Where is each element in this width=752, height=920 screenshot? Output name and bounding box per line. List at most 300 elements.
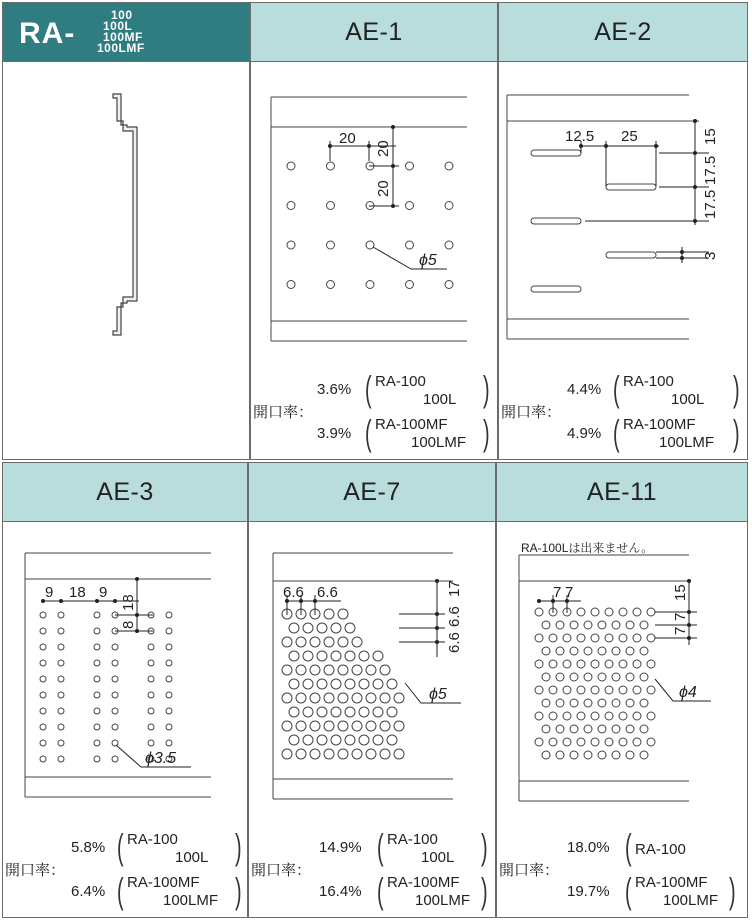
- perforation-hole: [317, 707, 327, 717]
- perforation-hole: [640, 699, 648, 707]
- perforation-hole: [303, 679, 313, 689]
- perforation-hole: [633, 738, 641, 746]
- perforation-hole: [556, 621, 564, 629]
- perforation-hole: [287, 281, 295, 289]
- perforation-hole: [58, 692, 64, 698]
- perforation-hole: [535, 712, 543, 720]
- perforation-hole: [327, 162, 335, 170]
- perforation-hole: [366, 241, 374, 249]
- perforation-hole: [310, 665, 320, 675]
- perforation-hole: [327, 202, 335, 210]
- perforation-hole: [633, 608, 641, 616]
- dim-y1: 7: [672, 612, 689, 621]
- dim-x1: 6.6: [283, 584, 304, 601]
- perforation-hole: [556, 725, 564, 733]
- paren-close: ): [481, 826, 488, 867]
- ratio-value-2: 4.9%: [567, 425, 602, 442]
- perforation-hole: [626, 725, 634, 733]
- perforation-hole: [166, 676, 172, 682]
- perforation-hole: [584, 699, 592, 707]
- dim-top: 15: [672, 584, 689, 601]
- perforation-hole: [40, 628, 46, 634]
- perforation-hole: [394, 721, 404, 731]
- dim-y2: 7: [672, 626, 689, 635]
- perforation-hole: [303, 707, 313, 717]
- perforation-hole: [570, 673, 578, 681]
- perforation-hole: [406, 202, 414, 210]
- ratio-value-2: 19.7%: [567, 883, 610, 900]
- perforation-hole: [535, 738, 543, 746]
- perforation-hole: [570, 751, 578, 759]
- perforation-hole: [289, 707, 299, 717]
- perforation-hole: [282, 693, 292, 703]
- perforation-hole: [633, 686, 641, 694]
- ratio-model-2b: 100LMF: [663, 892, 719, 909]
- paren-close: ): [733, 368, 740, 409]
- perforation-hole: [584, 647, 592, 655]
- panel-ae1: [250, 2, 498, 460]
- perforation-hole: [345, 707, 355, 717]
- perforation-hole: [112, 644, 118, 650]
- dim-y2: 6.6: [446, 632, 463, 653]
- perforation-hole: [373, 735, 383, 745]
- perforation-hole: [577, 660, 585, 668]
- perforation-hole: [366, 665, 376, 675]
- perforation-hole: [549, 660, 557, 668]
- ratio-model-1b: 100L: [175, 849, 209, 866]
- perforation-hole: [591, 738, 599, 746]
- perforation-hole: [445, 241, 453, 249]
- perforation-hole: [289, 735, 299, 745]
- perforation-hole: [626, 673, 634, 681]
- perforation-hole: [387, 679, 397, 689]
- perforation-hole: [345, 735, 355, 745]
- opening-ratio: [3, 826, 247, 913]
- perforation-hole: [605, 686, 613, 694]
- perforation-hole: [310, 749, 320, 759]
- perforation-hole: [535, 634, 543, 642]
- perforation-hole: [94, 692, 100, 698]
- panel-ae3: [2, 462, 248, 918]
- perforation-hole: [94, 612, 100, 618]
- perforation-hole: [366, 721, 376, 731]
- perforation-hole: [40, 660, 46, 666]
- perforation-hole: [598, 621, 606, 629]
- perforation-hole: [310, 721, 320, 731]
- paren-open: (: [625, 870, 632, 911]
- perforation-hole: [445, 281, 453, 289]
- perforation-hole: [584, 673, 592, 681]
- perforation-hole: [563, 738, 571, 746]
- perforation-hole: [612, 751, 620, 759]
- perforation-hole: [112, 676, 118, 682]
- dim-d: 18: [120, 594, 137, 611]
- perforation-hole: [148, 692, 154, 698]
- perforation-hole: [640, 751, 648, 759]
- perforation-hole: [647, 660, 655, 668]
- perforation-hole: [58, 676, 64, 682]
- perforation-hole: [94, 660, 100, 666]
- perforation-hole: [345, 623, 355, 633]
- perforation-hole: [549, 634, 557, 642]
- perforation-hole: [338, 749, 348, 759]
- paren-open: (: [613, 412, 620, 453]
- perforation-hole: [406, 162, 414, 170]
- perforation-hole: [591, 686, 599, 694]
- perforation-hole: [345, 679, 355, 689]
- dim-gap: 12.5: [565, 128, 595, 145]
- ratio-value-1: 4.4%: [567, 381, 602, 398]
- brand-header: [3, 3, 249, 62]
- ratio-model-2b: 100LMF: [659, 434, 715, 451]
- dim-e: 8: [120, 620, 137, 629]
- dim-top: 17: [446, 580, 463, 597]
- perforation-hole: [570, 725, 578, 733]
- perforation-hole: [40, 692, 46, 698]
- ae7-pattern-drawing: [249, 521, 495, 821]
- panel-title: AE-2: [499, 3, 747, 62]
- ratio-model-2b: 100LMF: [411, 434, 467, 451]
- perforation-hole: [324, 721, 334, 731]
- ratio-label: 開口率：: [253, 404, 314, 421]
- paren-open: (: [117, 870, 124, 911]
- ratio-model-2b: 100LMF: [415, 892, 471, 909]
- perforation-hole: [591, 608, 599, 616]
- paren-open: (: [625, 826, 632, 867]
- perforation-hole: [58, 756, 64, 762]
- perforation-hole: [387, 735, 397, 745]
- perforation-hole: [626, 751, 634, 759]
- dim-diameter: ϕ3.5: [145, 750, 177, 767]
- ratio-model-1b: 100L: [671, 391, 705, 408]
- perforation-hole: [282, 721, 292, 731]
- perforation-hole: [577, 686, 585, 694]
- perforation-hole: [331, 735, 341, 745]
- perforation-hole: [591, 712, 599, 720]
- paren-close: ): [235, 826, 242, 867]
- perforation-hole: [570, 621, 578, 629]
- dim-y1: 6.6: [446, 606, 463, 627]
- perforation-hole: [359, 707, 369, 717]
- perforation-hole: [556, 647, 564, 655]
- paren-close: ): [729, 870, 736, 911]
- perforation-hole: [556, 699, 564, 707]
- perforation-hole: [584, 751, 592, 759]
- perforation-hole: [549, 738, 557, 746]
- perforation-hole: [598, 751, 606, 759]
- perforation-hole: [166, 628, 172, 634]
- ratio-model-1a: RA-100: [375, 373, 426, 390]
- opening-ratio: [249, 826, 495, 913]
- perforation-hole: [387, 707, 397, 717]
- perforation-hole: [612, 725, 620, 733]
- dim-b: 18: [69, 584, 86, 601]
- perforation-hole: [352, 749, 362, 759]
- perforation-hole: [148, 740, 154, 746]
- ratio-model-1a: RA-100: [387, 831, 438, 848]
- perforation-hole: [296, 665, 306, 675]
- perforation-hole: [619, 738, 627, 746]
- ratio-model-2a: RA-100MF: [623, 416, 696, 433]
- perforation-hole: [324, 665, 334, 675]
- perforation-hole: [394, 693, 404, 703]
- perforation-hole: [598, 647, 606, 655]
- ratio-value-2: 16.4%: [319, 883, 362, 900]
- perforation-hole: [352, 637, 362, 647]
- perforation-hole: [584, 725, 592, 733]
- perforation-hole: [577, 608, 585, 616]
- perforation-hole: [338, 693, 348, 703]
- perforation-hole: [296, 749, 306, 759]
- ratio-model-2a: RA-100MF: [635, 874, 708, 891]
- availability-note: RA-100Lは出来ません。: [521, 541, 654, 555]
- perforation-hole: [605, 608, 613, 616]
- perforation-hole: [58, 660, 64, 666]
- ratio-model-1a: RA-100: [127, 831, 178, 848]
- perforation-hole: [112, 740, 118, 746]
- perforation-hole: [148, 644, 154, 650]
- perforation-hole: [373, 707, 383, 717]
- perforation-hole: [535, 608, 543, 616]
- perforation-hole: [406, 241, 414, 249]
- perforation-hole: [40, 708, 46, 714]
- dim-d2: 17.5: [702, 155, 719, 185]
- perforation-hole: [317, 651, 327, 661]
- perforation-hole: [612, 647, 620, 655]
- perforation-hole: [563, 634, 571, 642]
- perforation-hole: [647, 686, 655, 694]
- dim-slot-length: 25: [621, 128, 638, 145]
- dim-diameter: ϕ5: [429, 686, 447, 703]
- panel-title: AE-3: [3, 463, 247, 522]
- perforation-hole: [577, 712, 585, 720]
- perforation-hole: [647, 738, 655, 746]
- perforation-hole: [359, 735, 369, 745]
- perforation-hole: [640, 621, 648, 629]
- perforation-hole: [380, 749, 390, 759]
- panel-title: AE-1: [251, 3, 497, 62]
- perforation-hole: [303, 651, 313, 661]
- paren-close: ): [481, 870, 488, 911]
- perforation-hole: [58, 628, 64, 634]
- perforation-hole: [605, 712, 613, 720]
- paren-close: ): [483, 412, 490, 453]
- perforation-hole: [598, 725, 606, 733]
- ratio-value-1: 14.9%: [319, 839, 362, 856]
- perforation-hole: [338, 665, 348, 675]
- perforation-hole: [166, 692, 172, 698]
- perforation-hole: [324, 749, 334, 759]
- brand-prefix: RA-: [19, 17, 76, 50]
- perforation-hole: [94, 628, 100, 634]
- perforation-hole: [112, 660, 118, 666]
- ratio-model-2a: RA-100MF: [375, 416, 448, 433]
- dim-pitch-y2: 20: [375, 180, 392, 197]
- perforation-hole: [148, 676, 154, 682]
- ratio-label: 開口率：: [499, 862, 560, 879]
- perforation-hole: [40, 676, 46, 682]
- perforation-hole: [40, 740, 46, 746]
- perforation-hole: [542, 751, 550, 759]
- perforation-hole: [619, 686, 627, 694]
- perforation-hole: [345, 651, 355, 661]
- perforation-hole: [605, 634, 613, 642]
- perforation-hole: [352, 721, 362, 731]
- perforation-hole: [535, 660, 543, 668]
- perforation-hole: [612, 699, 620, 707]
- perforation-hole: [647, 634, 655, 642]
- perforation-hole: [647, 608, 655, 616]
- perforation-hole: [324, 609, 334, 619]
- perforation-hole: [380, 721, 390, 731]
- perforation-hole: [605, 738, 613, 746]
- perforation-hole: [626, 647, 634, 655]
- perforation-hole: [338, 721, 348, 731]
- ratio-model-1a: RA-100: [623, 373, 674, 390]
- perforation-hole: [94, 708, 100, 714]
- ratio-value-1: 18.0%: [567, 839, 610, 856]
- perforation-hole: [40, 612, 46, 618]
- paren-open: (: [365, 368, 372, 409]
- ratio-model-1b: 100L: [423, 391, 457, 408]
- perforation-hole: [394, 749, 404, 759]
- perforation-hole: [366, 281, 374, 289]
- paren-open: (: [613, 368, 620, 409]
- perforation-hole: [542, 699, 550, 707]
- perforation-hole: [324, 637, 334, 647]
- perforation-hole: [535, 686, 543, 694]
- perforation-hole: [287, 202, 295, 210]
- perforation-hole: [166, 740, 172, 746]
- perforation-hole: [619, 660, 627, 668]
- perforation-hole: [542, 621, 550, 629]
- profile-section-drawing: [3, 61, 249, 459]
- ratio-value-1: 5.8%: [71, 839, 106, 856]
- perforation-hole: [303, 623, 313, 633]
- perforation-hole: [310, 693, 320, 703]
- perforation-hole: [317, 623, 327, 633]
- perforation-hole: [556, 673, 564, 681]
- perforation-hole: [289, 679, 299, 689]
- perforation-hole: [324, 693, 334, 703]
- perforation-hole: [577, 738, 585, 746]
- perforation-hole: [148, 724, 154, 730]
- perforation-hole: [303, 735, 313, 745]
- dim-d3: 17.5: [702, 189, 719, 219]
- ratio-model-1b: 100L: [421, 849, 455, 866]
- perforation-hole: [570, 647, 578, 655]
- perforation-hole: [373, 679, 383, 689]
- perforation-hole: [296, 693, 306, 703]
- perforation-hole: [633, 660, 641, 668]
- perforation-hole: [287, 241, 295, 249]
- panel-ae11: [496, 462, 748, 918]
- dim-pitch-x: 20: [339, 130, 356, 147]
- panel-ae7: [248, 462, 496, 918]
- perforation-hole: [352, 665, 362, 675]
- dim-a: 9: [45, 584, 54, 601]
- perforation-hole: [166, 708, 172, 714]
- ae11-pattern-drawing: [497, 521, 747, 821]
- perforation-hole: [289, 651, 299, 661]
- perforation-hole: [640, 673, 648, 681]
- perforation-hole: [640, 647, 648, 655]
- perforation-hole: [331, 707, 341, 717]
- perforation-hole: [380, 665, 390, 675]
- paren-close: ): [733, 412, 740, 453]
- perforation-hole: [591, 660, 599, 668]
- perforation-hole: [327, 281, 335, 289]
- paren-open: (: [117, 826, 124, 867]
- ratio-label: 開口率：: [5, 862, 66, 879]
- perforation-hole: [577, 634, 585, 642]
- perforation-hole: [58, 612, 64, 618]
- perforation-hole: [58, 740, 64, 746]
- perforation-hole: [148, 660, 154, 666]
- perforation-hole: [445, 162, 453, 170]
- perforation-hole: [40, 644, 46, 650]
- opening-ratio: [251, 368, 497, 455]
- perforation-hole: [331, 679, 341, 689]
- paren-open: (: [377, 870, 384, 911]
- perforation-hole: [310, 637, 320, 647]
- paren-open: (: [365, 412, 372, 453]
- perforation-hole: [598, 699, 606, 707]
- panel-title: AE-7: [249, 463, 495, 522]
- ratio-value-2: 6.4%: [71, 883, 106, 900]
- perforation-hole: [605, 660, 613, 668]
- ratio-model-1a: RA-100: [635, 841, 686, 858]
- brand-model: 100MF: [103, 30, 143, 44]
- perforation-hole: [331, 651, 341, 661]
- perforation-hole: [633, 712, 641, 720]
- perforation-hole: [296, 721, 306, 731]
- ratio-value-2: 3.9%: [317, 425, 352, 442]
- dim-d1: 15: [702, 128, 719, 145]
- perforation-hole: [94, 740, 100, 746]
- perforation-hole: [296, 637, 306, 647]
- perforation-hole: [619, 608, 627, 616]
- paren-close: ): [483, 368, 490, 409]
- ae3-pattern-drawing: [3, 521, 247, 821]
- perforation-hole: [373, 651, 383, 661]
- perforation-hole: [317, 735, 327, 745]
- perforation-hole: [289, 623, 299, 633]
- perforation-hole: [563, 712, 571, 720]
- perforation-hole: [619, 712, 627, 720]
- perforation-hole: [542, 673, 550, 681]
- perforation-hole: [445, 202, 453, 210]
- perforation-hole: [166, 724, 172, 730]
- ratio-model-2b: 100LMF: [163, 892, 219, 909]
- perforation-hole: [640, 725, 648, 733]
- perforation-hole: [317, 679, 327, 689]
- opening-ratio: [497, 826, 747, 913]
- paren-open: (: [377, 826, 384, 867]
- perforation-hole: [366, 693, 376, 703]
- perforation-hole: [359, 679, 369, 689]
- perforation-hole: [598, 673, 606, 681]
- perforation-hole: [556, 751, 564, 759]
- perforation-hole: [612, 673, 620, 681]
- perforation-hole: [549, 686, 557, 694]
- perforation-hole: [94, 724, 100, 730]
- dim-pitch-y1: 20: [375, 140, 392, 157]
- perforation-hole: [58, 724, 64, 730]
- perforation-hole: [549, 712, 557, 720]
- panel-title: AE-11: [497, 463, 747, 522]
- opening-ratio: [499, 368, 747, 455]
